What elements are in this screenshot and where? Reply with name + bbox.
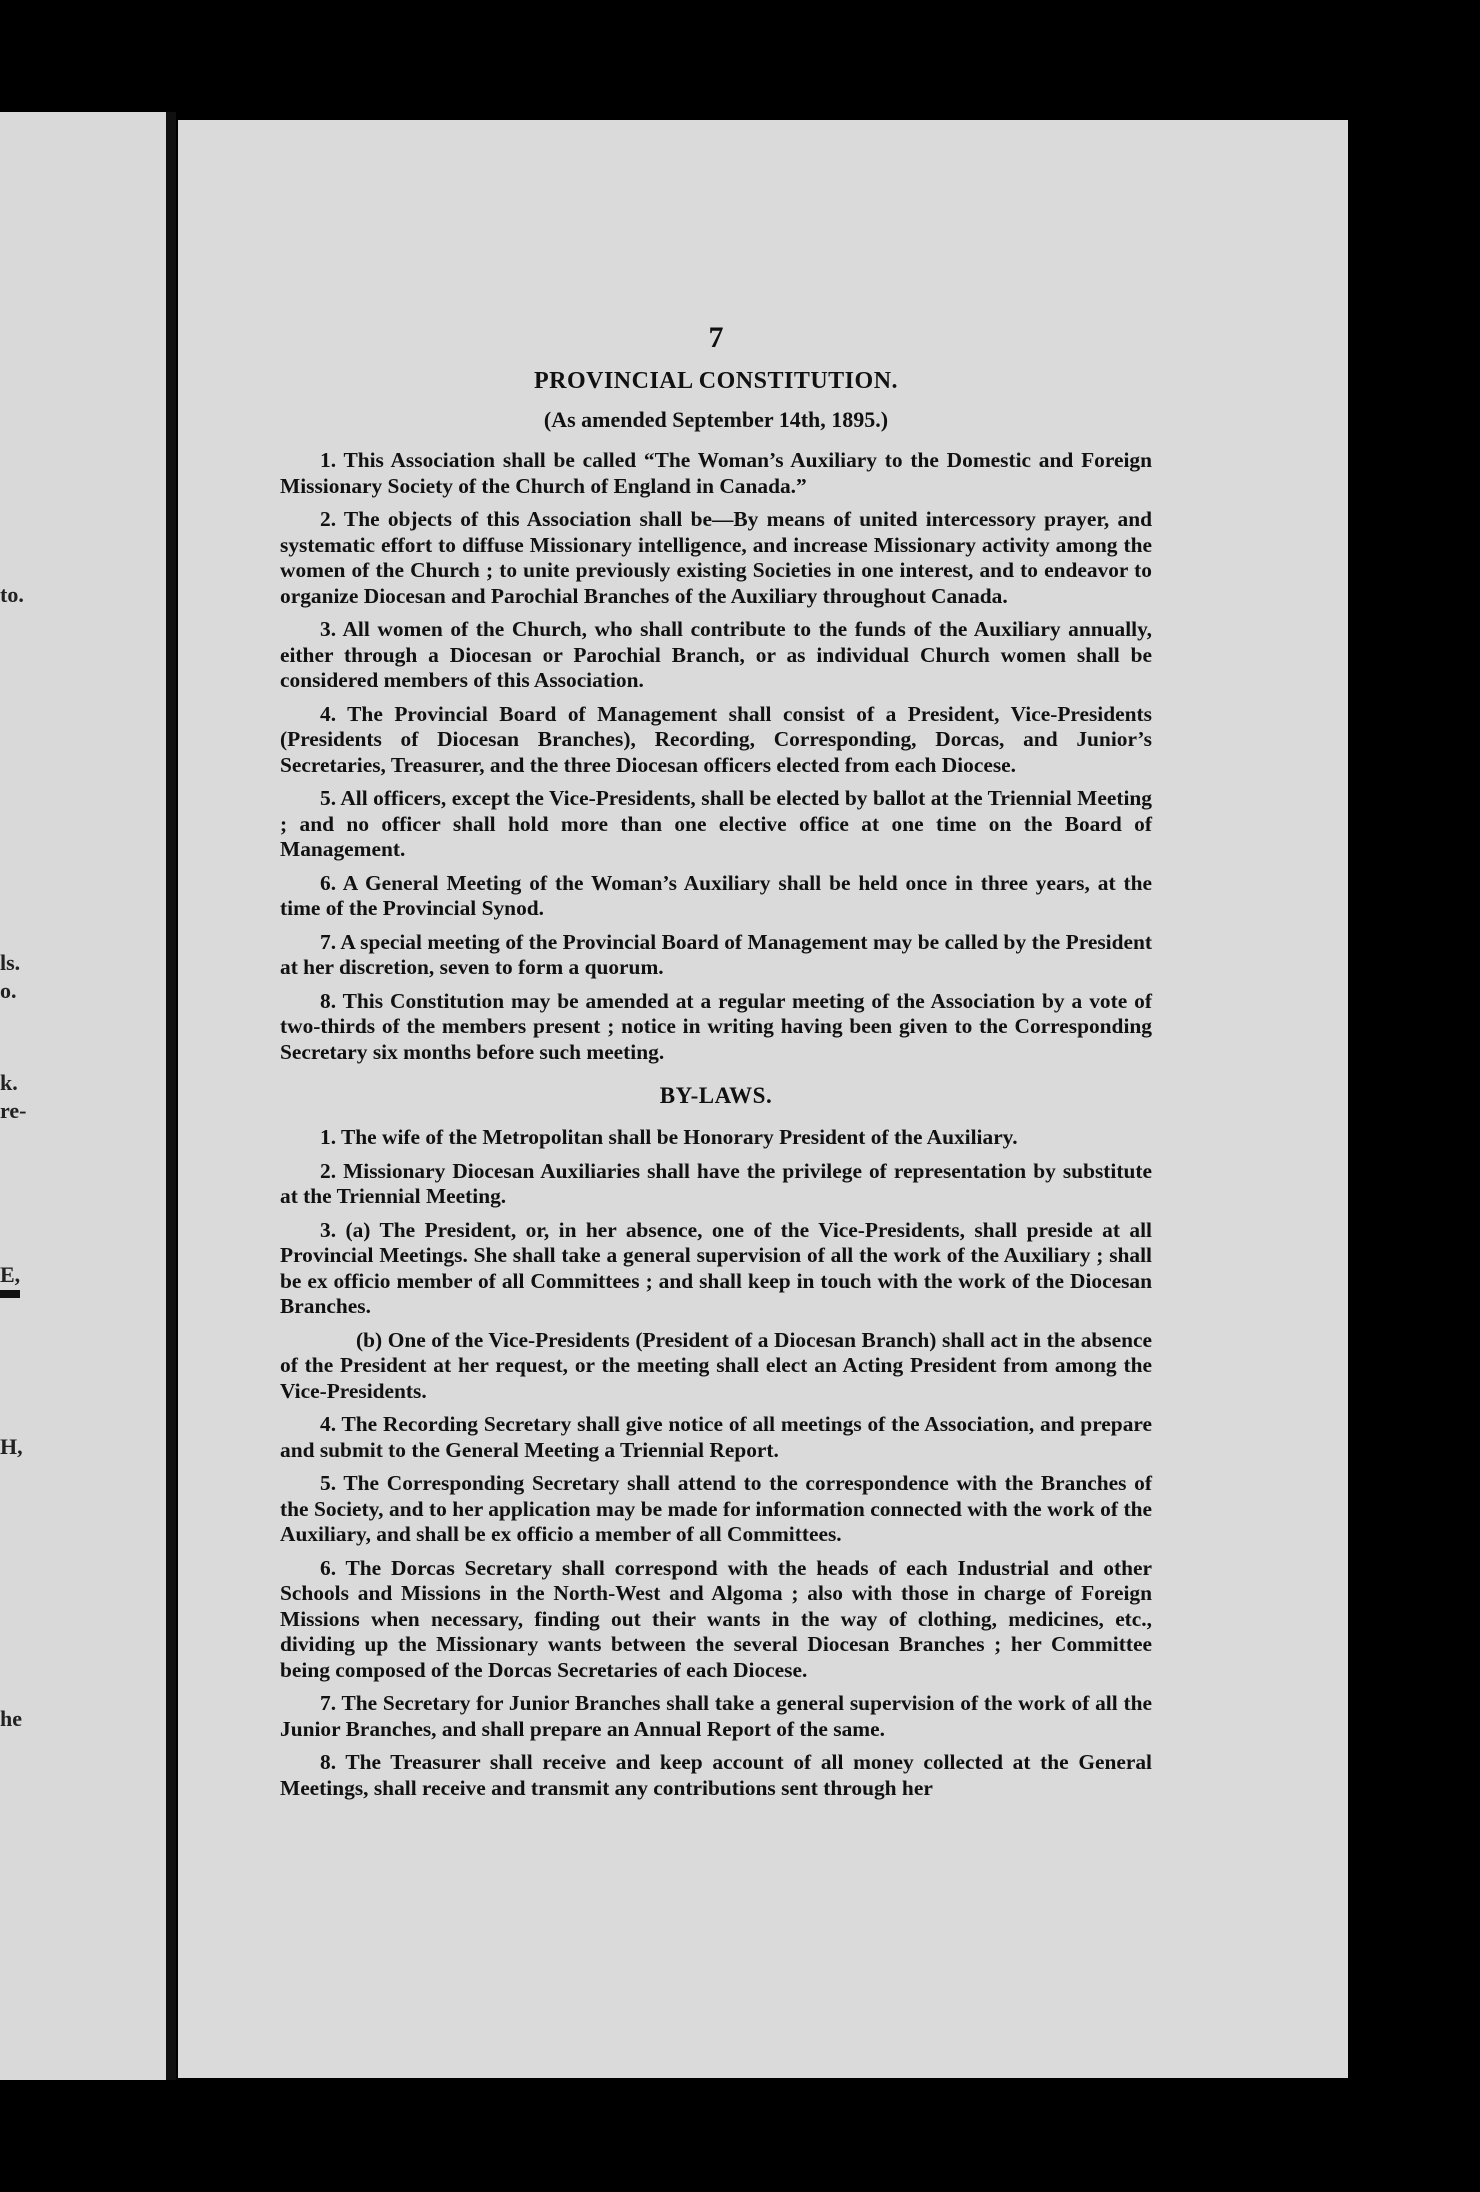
left-fragment: he	[0, 1706, 22, 1731]
bylaw: 6. The Dorcas Secretary shall correspond with the heads of each Industrial and other Schools and Missions in the North-West and Algoma ; also with those in charge of Foreign Missions when necessary, finding out their wants in the way of clothing, medicines, etc., dividing up the Missionary wants between the several Diocesan Branches ; her Committee being composed of the Dorcas Secretaries of each Diocese.	[280, 1555, 1152, 1682]
constitution-article: 1. This Association shall be called “The Woman’s Auxiliary to the Domestic and Foreign Missionary Society of the Church of England in Canada.”	[280, 448, 1152, 498]
binding-gutter	[166, 112, 176, 2080]
left-rule	[0, 1290, 20, 1298]
left-fragment: to.	[0, 582, 24, 607]
constitution-article: 5. All officers, except the Vice-Presidents, shall be elected by ballot at the Triennial Meeting ; and no officer shall hold more than one elective office at one time on the Board of Management.	[280, 786, 1152, 861]
left-fragment: H,	[0, 1434, 23, 1459]
constitution-article: 8. This Constitution may be amended at a regular meeting of the Association by a vote of two-thirds of the members present ; notice in writing having been given to the Corresponding Secretary six months before such meeting.	[280, 988, 1152, 1064]
left-fragment: E,	[0, 1262, 21, 1287]
constitution-article: 7. A special meeting of the Provincial Board of Management may be called by the President at her discretion, seven to form a quorum.	[280, 929, 1152, 979]
page-title: PROVINCIAL CONSTITUTION.	[533, 368, 899, 394]
left-fragment: k.	[0, 1070, 18, 1095]
bylaw: 4. The Recording Secretary shall give notice of all meetings of the Association, and prepare and submit to the General Meeting a Triennial Report.	[280, 1412, 1152, 1462]
left-fragment: re-	[0, 1098, 27, 1123]
bylaw: 7. The Secretary for Junior Branches shall take a general supervision of the work of all the Junior Branches, and shall prepare an Annual Report of the same.	[280, 1691, 1152, 1741]
bylaw: 2. Missionary Diocesan Auxiliaries shall have the privilege of representation by substitute at the Triennial Meeting.	[280, 1158, 1152, 1208]
constitution-article: 4. The Provincial Board of Management shall consist of a President, Vice-Presidents (Presidents of Diocesan Branches), Recording, Corresponding, Dorcas, and Junior’s Secretaries, Treasurer, and the three Diocesan officers elected from each Diocese.	[280, 701, 1152, 777]
constitution-article: 3. All women of the Church, who shall contribute to the funds of the Auxiliary annually, either through a Diocesan or Parochial Branch, or as individual Church women shall be considered members of this Association.	[280, 617, 1152, 692]
left-page	[0, 112, 170, 2080]
page-text	[280, 318, 1152, 1809]
bylaws-heading: BY-LAWS.	[659, 1083, 773, 1108]
bylaw: 3. (a) The President, or, in her absence, one of the Vice-Presidents, shall preside at all Provincial Meetings. She shall take a general supervision of all the work of the Auxiliary ; shall be ex officio member of all Committees ; and shall keep in touch with the work of the Diocesan Branches.	[280, 1217, 1152, 1318]
left-fragment: o.	[0, 978, 17, 1003]
bylaw: (b) One of the Vice-Presidents (President of a Diocesan Branch) shall act in the absence of the President at her request, or the meeting shall elect an Acting President from among the Vice-Presidents.	[280, 1327, 1152, 1403]
constitution-article: 6. A General Meeting of the Woman’s Auxiliary shall be held once in three years, at the time of the Provincial Synod.	[280, 870, 1152, 920]
bylaw: 8. The Treasurer shall receive and keep account of all money collected at the General Meetings, shall receive and transmit any contributions sent through her	[280, 1750, 1152, 1800]
bylaw: 1. The wife of the Metropolitan shall be Honorary President of the Auxiliary.	[320, 1125, 1018, 1149]
page-number: 7	[708, 321, 724, 354]
left-fragment: ls.	[0, 950, 21, 975]
constitution-article: 2. The objects of this Association shall be—By means of united intercessory prayer, and systematic effort to diffuse Missionary intelligence, and increase Missionary activity among the women of the Church ; to unite previously existing Societies in one interest, and to endeavor to organize Diocesan and Parochial Branches of the Auxiliary throughout Canada.	[280, 507, 1152, 608]
bylaw: 5. The Corresponding Secretary shall attend to the correspondence with the Branches of the Society, and to her application may be made for information connected with the work of the Auxiliary, and shall be ex officio a member of all Committees.	[280, 1471, 1152, 1546]
page-subtitle: (As amended September 14th, 1895.)	[543, 407, 889, 432]
